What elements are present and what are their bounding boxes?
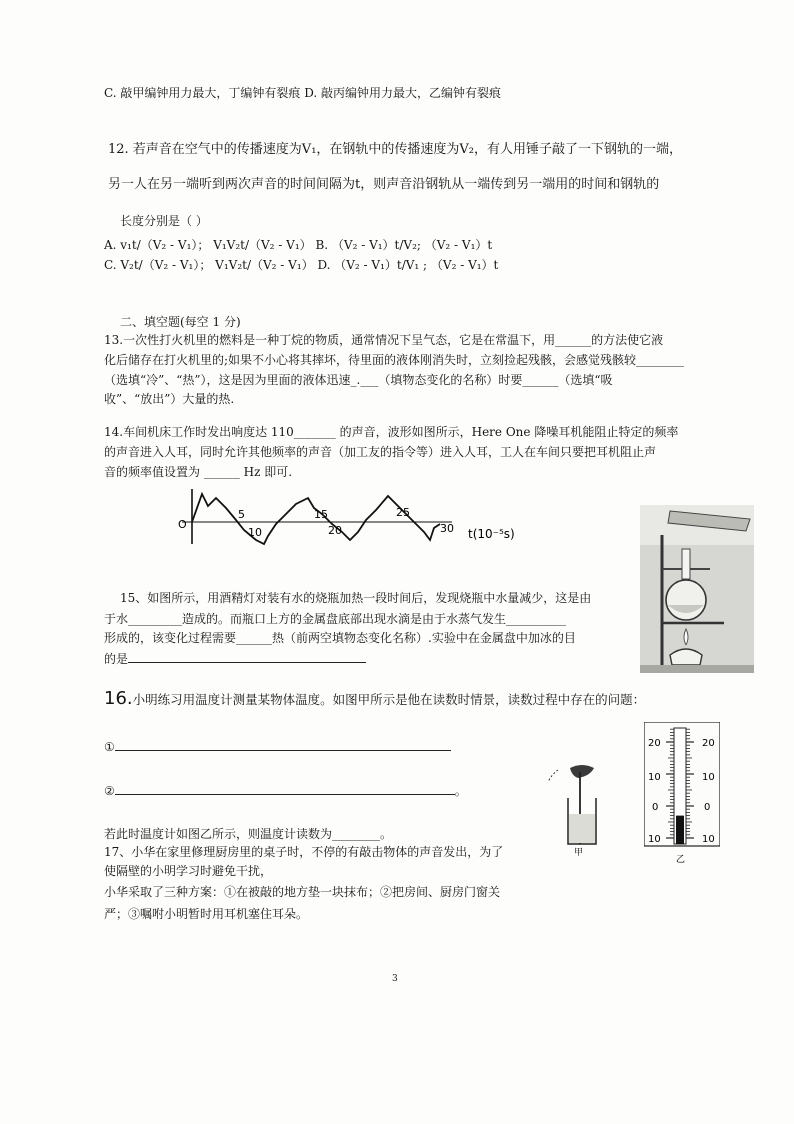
waveform-tick-30: 30 [440, 522, 454, 535]
scale-label-right-0: 0 [704, 802, 711, 813]
q14-line-2: 的声音进入人耳，同时允许其他频率的声音（加工友的指令等）进入人耳，工人在车间只要把耳机阻止声 [104, 445, 657, 459]
q15-line-2: 于水_________造成的。而瓶口上方的金属盘底部出现水滴是由于水蒸气发生__________ [104, 612, 567, 626]
q12-stem-1: 12. 若声音在空气中的传播速度为V₁，在钢轨中的传播速度为V₂，有人用锤子敲了一下钢轨的一端， [108, 142, 683, 157]
q16-answer-blank-1 [115, 738, 451, 751]
sound-waveform-figure [172, 484, 562, 546]
q16-blank-1-marker: ① [104, 740, 115, 754]
scale-label-right-20: 20 [702, 738, 715, 749]
q16-blank-2-row [104, 782, 467, 799]
waveform-origin: O [178, 518, 187, 531]
waveform-tick-5: 5 [238, 508, 245, 521]
q16-number: 16. [104, 688, 133, 709]
q17-line-2: 使隔壁的小明学习时避免干扰， [104, 864, 273, 878]
q16-answer-blank-2 [115, 782, 455, 795]
waveform-tick-15: 15 [314, 508, 328, 521]
q15-line-3: 形成的，该变化过程需要______热（前两空填物态变化名称）.实验中在金属盘中加冰的目 [104, 631, 576, 645]
q16-blank-2-marker: ② [104, 784, 115, 798]
waveform-axis-label: t(10⁻⁵s) [468, 527, 515, 541]
q17-line-1: 17、小华在家里修理厨房里的桌子时，不停的有敲击物体的声音发出，为了 [104, 845, 504, 859]
q16-stem [104, 688, 645, 711]
scale-label-left-10: 10 [648, 772, 661, 783]
scale-label-left-20: 20 [648, 738, 661, 749]
q16-reading-line: 若此时温度计如图乙所示，则温度计读数为________。 [104, 827, 393, 841]
thermometer-scale-figure [644, 722, 720, 870]
q16-blank-2-end: 。 [454, 784, 467, 798]
q12-options-cd: C. V₂t/（V₂ - V₁）； V₁V₂t/（V₂ - V₁） D. （V₂ - V₁）t/V₁ ; （V₂ - V₁）t [104, 258, 499, 272]
q15-line-4 [104, 650, 366, 667]
figure-label-yi: 乙 [676, 855, 686, 865]
q13-line-1: 13.一次性打火机里的燃料是一种丁烷的物质，通常情况下呈气态，它是在常温下，用______的方法使它液 [104, 333, 664, 347]
beaker-thermometer-figure [542, 748, 618, 856]
hand-icon [570, 765, 594, 778]
flask-heating-apparatus-figure [640, 505, 754, 673]
q13-line-2: 化后储存在打火机里的;如果不小心将其摔坏，待里面的液体刚消失时，立刻捡起残骸，会感觉残骸较________ [104, 353, 685, 367]
q15-answer-blank [128, 650, 366, 663]
scale-label-right-10: 10 [702, 772, 715, 783]
waveform-tick-20: 20 [328, 524, 342, 537]
q13-line-4: 收”、“放出”）大量的热. [104, 392, 235, 406]
q15-line-4-text: 的是 [104, 652, 129, 666]
q16-blank-1-row [104, 738, 451, 755]
thermometer-mercury-column [676, 816, 684, 844]
q11-option-cd: C. 敲甲编钟用力最大，丁编钟有裂痕 D. 敲丙编钟用力最大，乙编钟有裂痕 [104, 86, 502, 100]
q12-stem-3: 长度分别是（ ） [120, 214, 208, 228]
scale-label-left-neg10: 10 [648, 834, 661, 845]
page-number: 3 [392, 974, 398, 984]
scale-label-right-neg10: 10 [702, 834, 715, 845]
q17-line-4: 严；③嘱咐小明暂时用耳机塞住耳朵。 [104, 907, 309, 921]
section-2-title: 二、填空题(每空 1 分) [120, 315, 241, 329]
q15-line-1: 15、如图所示，用酒精灯对装有水的烧瓶加热一段时间后，发现烧瓶中水量减少，这是由 [120, 591, 592, 605]
q13-line-3: （选填“冷”、“热”），这是因为里面的液体迅速_.___（填物态变化的名称）时要______（选填“吸 [104, 373, 613, 387]
waveform-tick-10: 10 [248, 526, 262, 539]
q14-line-1: 14.车间机床工作时发出响度达 110_______ 的声音，波形如图所示，Here One 降噪耳机能阻止特定的频率 [104, 425, 679, 439]
alcohol-lamp-icon [670, 649, 702, 665]
scale-label-left-0: 0 [652, 802, 659, 813]
q12-stem-2: 另一人在另一端听到两次声音的时间间隔为t，则声音沿钢轨从一端传到另一端用的时间和钢轨的 [108, 177, 660, 192]
q14-line-3: 音的频率值设置为 ______ Hz 即可. [104, 465, 293, 479]
flame-icon [684, 629, 688, 645]
q12-options-ab: A. v₁t/（V₂ - V₁）； V₁V₂t/（V₂ - V₁） B. （V₂ - V₁）t/V₂; （V₂ - V₁）t [104, 238, 493, 252]
q16-stem-text: 小明练习用温度计测量某物体温度。如图甲所示是他在读数时情景，读数过程中存在的问题： [132, 692, 646, 707]
q17-line-3: 小华采取了三种方案：①在被敲的地方垫一块抹布；②把房间、厨房门窗关 [104, 885, 501, 899]
figure-label-jia: 甲 [574, 848, 584, 856]
waveform-tick-25: 25 [396, 506, 410, 519]
flask-icon [666, 580, 706, 620]
